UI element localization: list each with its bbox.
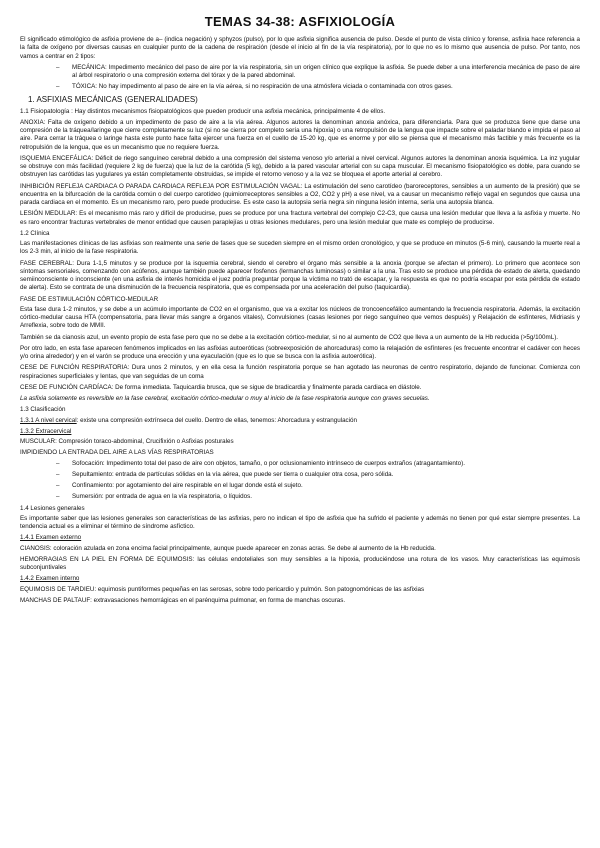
lesion-medular-paragraph: LESIÓN MEDULAR: Es el mecanismo más raro y difícil de producirse, pues se produce por una fractura vertebral del complejo C2-C3, que causa una lesión medular que lleva a la asfixia y muerte. No es raro encontrar fracturas vertebrales de menor entidad que causen paraplejías u otras lesiones medulares, pero una lesión medular que mate es complejo de producirse. [20, 210, 580, 226]
reversibilidad-note: La asfixia solamente es reversible en la fase cerebral, excitación córtico-medular o muy al inicio de la fase respiratoria aunque con graves secuelas. [20, 395, 430, 402]
clasificacion-heading: 1.3 Clasificación [20, 406, 66, 414]
clinica-paragraph: Las manifestaciones clínicas de las asfixias son realmente una serie de fases que se suceden siempre en el mismo orden cronológico, y que se produce en minutos (5-6 min), causando la muerte real a los 2-3 min, al inicio de la fase respiratoria. [20, 240, 580, 256]
cianosis-paragraph: CIANOSIS: coloración azulada en zona encima facial principalmente, aunque puede aparecer en zonas acras. Se debe al aumento de la Hb reducida. [20, 544, 436, 552]
intro-paragraph: El significado etimológico de asfixia proviene de a– (indica negación) y sphyzos (pulso), por lo que asfixia significa ausencia de pulso. Desde el punto de vista clínico y forense, asfixia hace referencia a la falta de oxígeno por diversas causas en cualquier punto de la cadena de respiración (desde el inicio al fin de la vía respiratoria), por lo que no es lo mismo que ausencia de pulso. Por tanto, nos vamos a centrar en 2 tipos: [20, 36, 580, 60]
section-heading-asfixias-mecanicas: 1. ASFIXIAS MECÁNICAS (GENERALIDADES) [28, 94, 198, 104]
fisiopatologia-paragraph: 1.1 Fisiopatología : Hay distintos mecanismos fisiopatológicos que pueden producir una asfixia mecánica, principalmente 4 de ellos. [20, 107, 386, 115]
nivel-cervical-text: : existe una compresión extrínseca del cuello. Dentro de ellas, tenemos: Ahorcadura y estrangulación [76, 416, 358, 424]
sofocacion-item: – Sofocación: Impedimento total del paso de aire con objetos, tamaño, o por oclusionamiento intrínseco de cuerpos extraños (atragantamiento). [20, 460, 580, 468]
muscular-paragraph: MUSCULAR: Compresión toraco-abdominal, Crucifixión o Asfixias posturales [20, 438, 234, 445]
extracervical-heading: 1.3.2 Extracervical [20, 427, 72, 435]
isquemia-paragraph: ISQUEMIA ENCEFÁLICA: Déficit de riego sanguíneo cerebral debido a una compresión del sistema venoso y/o arterial a nivel cervical. Algunos autores la denominan anoxia isquémica. La inz yugular se obstruye con más facilidad (requiere 2 kg de fuerza) que la luz de la carótida (5 kg), debido a la pared vascular arterial con su capa muscular. El mecanismo fisiopatológico es doble, para cuando se obstruyen las carótidas las yugulares ya están completamente obstruidas, se impide el retorno venoso y a la vez se bloquea el aporte arterial al cerebro. [20, 154, 580, 179]
cese-cardiaco-paragraph: CESE DE FUNCIÓN CARDÍACA: De forma inmediata. Taquicardia brusca, que se sigue de bradicardia y finalmente parada cardiaca en diástole. [20, 383, 422, 391]
document-title: TEMAS 34-38: ASFIXIOLOGÍA [204, 14, 396, 29]
lesiones-generales-heading: 1.4 Lesiones generales [20, 504, 85, 512]
confinamiento-item: – Confinamiento: por agotamiento del aire respirable en el lugar donde está el sujeto. [20, 482, 580, 490]
equimosis-tardieu-paragraph: EQUIMOSIS DE TARDIEU: equimosis puntiformes pequeñas en las serosas, sobre todo pericardio y pulmón. Son patognomónicas de las asfixias [20, 585, 425, 593]
examen-externo-heading: 1.4.1 Examen externo [20, 534, 82, 542]
sumersion-item: – Sumersión: por entrada de agua en la vía respiratoria, o líquidos. [20, 493, 580, 501]
impidiendo-heading: IMPIDIENDO LA ENTRADA DEL AIRE A LAS VÍAS RESPIRATORIAS [20, 449, 214, 457]
fase-cerebral-paragraph: FASE CEREBRAL: Dura 1-1,5 minutos y se produce por la isquemia cerebral, siendo el cerebro el órgano más sensible a la anoxia (porque se afectan el primero). Lo primero que acontece son síntomas sensoriales, comenzando con acúfenos, aunque también puede aparecer fosfenos (lermanchas luminosas) o similar a la una. Tras esto se produce una pérdida de estado de alerta, quedando semiinconsciente o inconsciente (en una asfixia de interés homicida el juez podría preguntar porque la víctima no trató de escapar, y la respuesta es que no podría escapar por esta pérdida de estado de alerta). Esto se contrata de una disminución de la frecuencia respiratoria, que es compensada por una aceleración del pulso (taquicardia). [20, 259, 580, 292]
fase-estimulacion-paragraph: Esta fase dura 1-2 minutos, y se debe a un acúmulo importante de CO2 en el organismo, que va a excitar los núcleos de troncoencefálico aumentando la frecuencia respiratoria. Además, la excitación córtico-medular causa HTA (compensatoria, para llevar más sangre a órganos vitales), Convulsiones (casas lesiones por riego sanguíneo que vemos después) y Relajación de esfínteres, Midriasis y Arreflexia, sobre todo de MMII. [20, 305, 580, 330]
manchas-paltauf-paragraph: MANCHAS DE PALTAUF: extravasaciones hemorrágicas en el parénquima pulmonar, en forma de manchas oscuras. [20, 596, 346, 604]
cese-respiratorio-paragraph: CESE DE FUNCIÓN RESPIRATORIA: Dura unos 2 minutos, y en ella cesa la función respiratoria porque se han agotado las neuronas de centro respiratorio, dejando de funcionar. Comienza con respiraciones superficiales y lentas, que van seguidas de un coma [20, 364, 580, 380]
anoxia-paragraph: ANOXIA: Falta de oxígeno debido a un impedimento de paso de aire a la vía aérea. Algunos autores la denominan anoxia anóxica, para diferenciarla. Para que se produzca tiene que darse una compresión de la tráquea/laringe que cierre completamente su luz (si no se cierra por completo sería una hipoxia) o una retropulsión de la lengua que impacte sobre el paladar blando e impida el paso al aire. Para cerrar la tráquea o laringe hasta este punto hace falta ejercer una fuerza en el cuello de 15-20 kg, que es enorme y por ello se piensa que el mecanismo más factible y más frecuente es la retropulsión de la lengua, que es un mecanismo que no requiere fuerza. [20, 118, 580, 151]
asfixia-autoerotica-paragraph: Por otro lado, en esta fase aparecen fenómenos implicados en las asfixias autoeróticas (sobreexposición de ahorcaduras) como la relajación de esfínteres (es frecuente encontrar el cadáver con heces y/o orina alrededor) y en el varón se produce una erección y una eyaculación (que es lo que se busca con la asfixia autoerótica). [20, 344, 580, 360]
hemorragias-paragraph: HEMORRAGIAS EN LA PIEL EN FORMA DE EQUIMOSIS: las células endoteliales son muy sensibles a la hipoxia, produciéndose una rotura de los vasos. Muy características las equimosis subconjuntivales [20, 555, 580, 571]
lesiones-generales-paragraph: Es importante saber que las lesiones generales son características de las asfixias, pero no indican el tipo de asfixia que ha sufrido el paciente y además no tienen por qué estar siempre presentes. La tendencia actual es a eliminar el término de síndrome asfíctico. [20, 514, 580, 530]
inhibicion-paragraph: INHIBICIÓN REFLEJA CARDIACA O PARADA CARDIACA REFLEJA POR ESTIMULACIÓN VAGAL: La estimulación del seno carotídeo (baroreceptores, sensibles a un aumento de la presión) que se encuentra en la bifurcación de la carótida común o del cuerpo carotídeo (quimiorreceptores sensibles a O2, CO2 y pH) a ese nivel, va a causar un mecanismo reflejo vagal en segundos que causa una parada cardiaca en el momento. Es un mecanismo raro, pero puede producirse. Es este caso la autopsia sería negra sin ninguna lesión interna, sería una autopsia blanca. [20, 182, 580, 206]
type-item-mecanica: – MECÁNICA: Impedimento mecánico del paso de aire por la vía respiratoria, sin un origen clínico que explique la asfixia. Se puede deber a una interferencia mecánica de paso de aire al árbol respiratorio o una compresión externa del tórax y de la pared abdominal. [20, 64, 580, 81]
clinica-heading: 1.2 Clínica [20, 229, 50, 237]
examen-interno-heading: 1.4.2 Examen interno [20, 575, 80, 583]
type-item-toxica: – TÓXICA: No hay impedimento al paso de aire en la vía aérea, si no respiración de una atmósfera viciada o contaminada con otros gases. [20, 83, 580, 91]
nivel-cervical-paragraph [20, 417, 580, 425]
sepultamiento-item: – Sepultamiento: entrada de partículas sólidas en la vía aérea, que puede ser tierra o cualquier otra cosa, pero sólida. [20, 471, 580, 479]
nivel-cervical-label: 1.3.1 A nivel cervical [20, 416, 77, 424]
cianosis-azul-paragraph: También se da cianosis azul, un evento propio de esta fase pero que no se debe a la excitación córtico-medular, si no al aumento de CO2 que lleva a un aumento de la Hb reducida (>5g/100mL). [20, 333, 559, 341]
fase-estimulacion-heading: FASE DE ESTIMULACIÓN CÓRTICO-MEDULAR [20, 295, 159, 303]
